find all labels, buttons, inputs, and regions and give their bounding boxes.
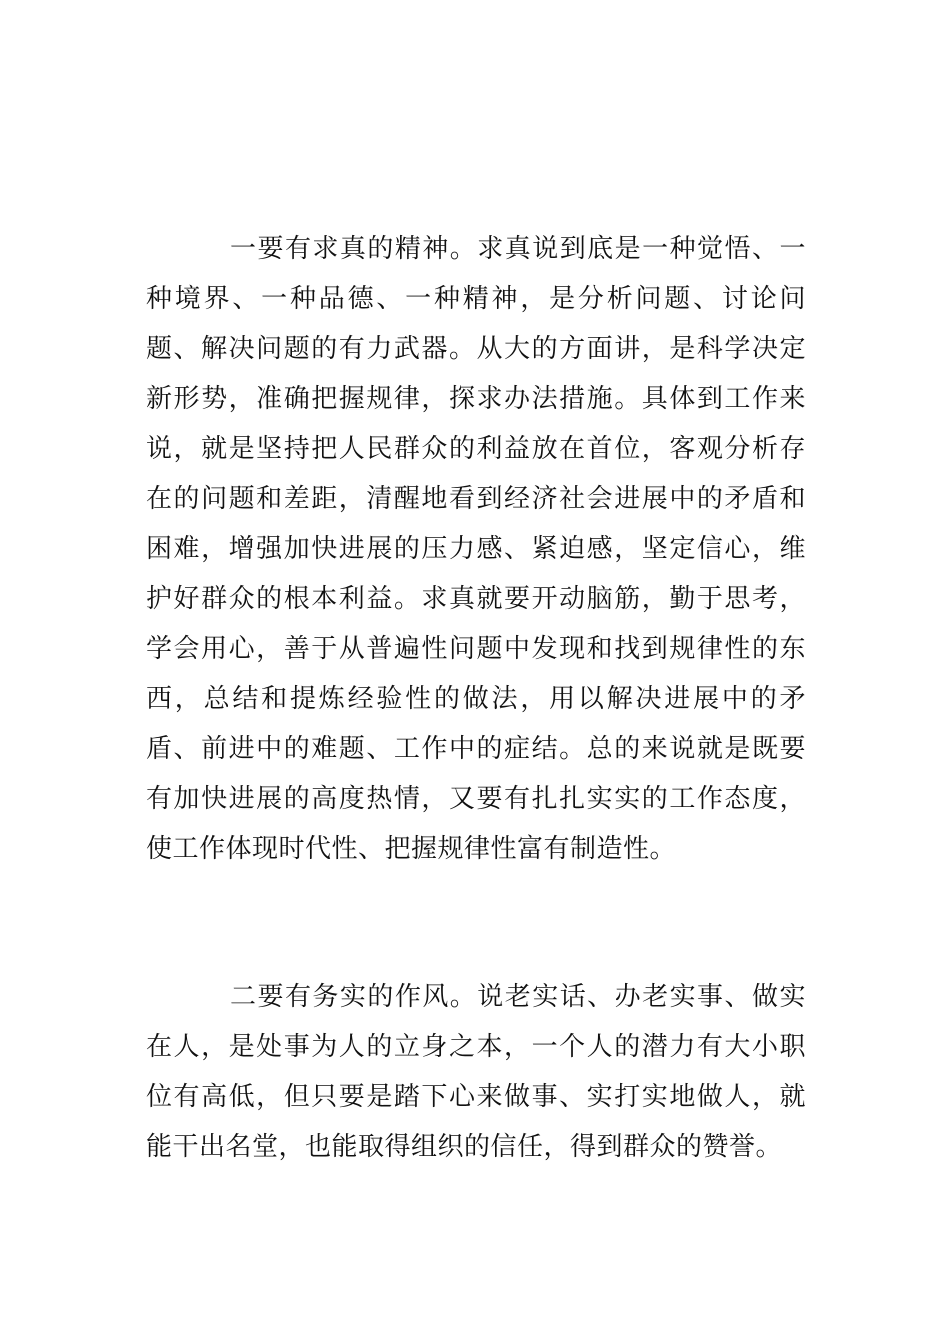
- paragraph-seeking-truth: 一要有求真的精神。求真说到底是一种觉悟、一种境界、一种品德、一种精神，是分析问题、讨论问题、解决问题的有力武器。从大的方面讲，是科学决定新形势，准确把握规律，探求办法措施。具体到工作来说，就是坚持把人民群众的利益放在首位，客观分析存在的问题和差距，清醒地看到经济社会进展中的矛盾和困难，增强加快进展的压力感、紧迫感，坚定信心，维护好群众的根本利益。求真就要开动脑筋，勤于思考，学会用心，善于从普遍性问题中发现和找到规律性的东西，总结和提炼经验性的做法，用以解决进展中的矛盾、前进中的难题、工作中的症结。总的来说就是既要有加快进展的高度热情，又要有扎扎实实的工作态度，使工作体现时代性、把握规律性富有制造性。: [146, 234, 806, 864]
- paragraph-practical-style: 二要有务实的作风。说老实话、办老实事、做实在人，是处事为人的立身之本，一个人的潜力有大小职位有高低，但只要是踏下心来做事、实打实地做人，就能干出名堂，也能取得组织的信任，得到群众的赞誉。: [146, 982, 806, 1162]
